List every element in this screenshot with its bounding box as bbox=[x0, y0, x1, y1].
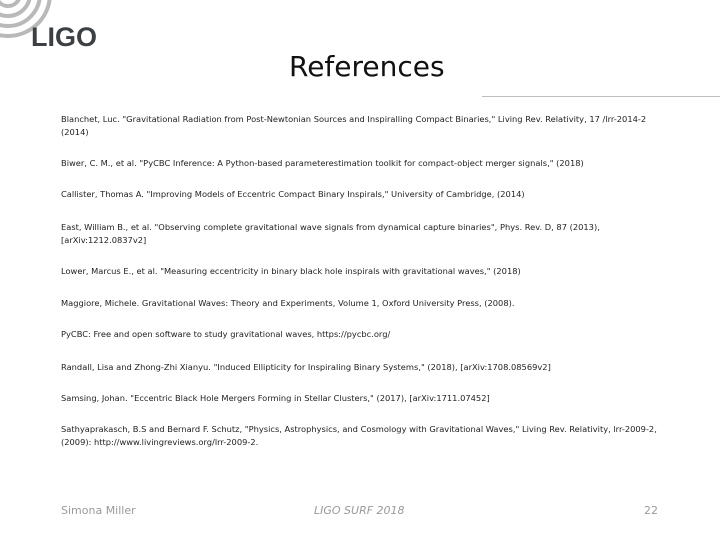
reference-item: Samsing, Johan. "Eccentric Black Hole Mergers Forming in Stellar Clusters," (2017), [arXiv:1711.07452] bbox=[61, 393, 490, 403]
footer-author: Simona Miller bbox=[61, 504, 136, 517]
reference-item: Blanchet, Luc. "Gravitational Radiation from Post-Newtonian Sources and Inspiralling Compact Binaries," Living Rev. Relativity, 17 /lrr-2014-2 (2014) bbox=[61, 114, 647, 137]
footer-event: LIGO SURF 2018 bbox=[314, 504, 405, 517]
reference-item: PyCBC: Free and open software to study gravitational waves, https://pycbc.org/ bbox=[61, 329, 391, 339]
reference-item: Randall, Lisa and Zhong-Zhi Xianyu. "Induced Ellipticity for Inspiraling Binary Systems," (2018), [arXiv:1708.08569v2] bbox=[61, 362, 551, 372]
title-divider bbox=[482, 96, 720, 97]
page-title: References bbox=[289, 50, 445, 83]
ligo-logo: LIGO bbox=[31, 22, 97, 52]
reference-item: Sathyaprakasch, B.S and Bernard F. Schutz, "Physics, Astrophysics, and Cosmology with Gravitational Waves," Living Rev. Relativity, lrr-2009-2, (2009): http://www.livingreviews.org/lrr-2009-2. bbox=[61, 424, 657, 447]
reference-item: Callister, Thomas A. "Improving Models of Eccentric Compact Binary Inspirals," University of Cambridge, (2014) bbox=[61, 189, 525, 199]
reference-item: Lower, Marcus E., et al. "Measuring eccentricity in binary black hole inspirals with gravitational waves," (2018) bbox=[61, 266, 521, 276]
reference-item: Maggiore, Michele. Gravitational Waves: Theory and Experiments, Volume 1, Oxford University Press, (2008). bbox=[61, 298, 515, 308]
page-number: 22 bbox=[644, 504, 658, 517]
reference-item: East, William B., et al. "Observing complete gravitational wave signals from dynamical capture binaries", Phys. Rev. D, 87 (2013), [arXiv:1212.0837v2] bbox=[61, 222, 600, 245]
reference-item: Biwer, C. M., et al. "PyCBC Inference: A Python-based parameterestimation toolkit for compact-object merger signals," (2018) bbox=[61, 158, 584, 168]
